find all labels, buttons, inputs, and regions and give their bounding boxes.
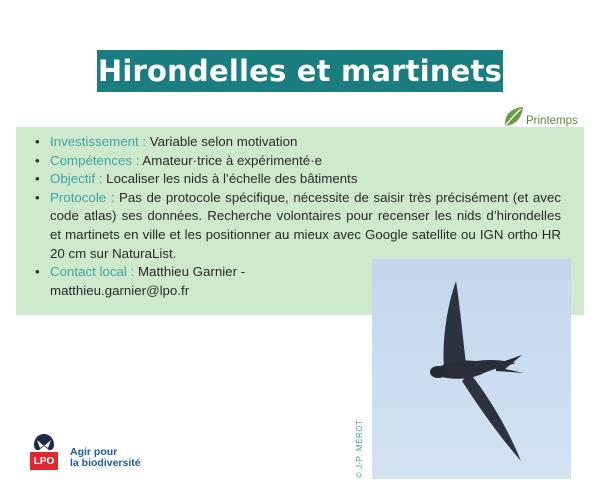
item-key: Objectif : [50, 171, 103, 187]
page-title: Hirondelles et martinets [97, 50, 503, 92]
item-key: Investissement : [50, 134, 147, 149]
list-item [33, 263, 270, 300]
lpo-logo [28, 432, 60, 472]
item-value: Matthieu Garnier - matthieu.garnier@lpo.fr [50, 264, 246, 298]
tagline [70, 447, 141, 469]
logo-text: LPO [33, 456, 55, 467]
list-item [33, 189, 565, 263]
swift-bird-image [372, 259, 571, 479]
item-value: Amateur·trice à expérimenté·e [142, 152, 322, 168]
item-key: Compétences : [50, 152, 140, 168]
item-key: Protocole : [50, 189, 115, 205]
leaf-icon [502, 105, 524, 129]
list-item [33, 170, 565, 189]
swift-photo [372, 259, 571, 479]
season-label: Printemps [526, 115, 578, 127]
item-value: Localiser les nids à l’échelle des bâtiments [106, 171, 358, 187]
item-value: Pas de protocole spécifique, nécessite de saisir très précisément (et avec code atlas) ses données. Recherche volontaires pour recenser les nids d’hirondelles et martinets en ville et les positionner au mieux avec Google satellite ou IGN ortho HR 20 cm sur NaturaList. [50, 189, 561, 261]
photo-credit: © J-P. MÉROT [355, 419, 364, 478]
tagline-line2: la biodiversité [70, 457, 141, 469]
list-item [33, 152, 565, 171]
tagline-line1: Agir pour [70, 446, 118, 458]
item-key: Contact local : [50, 264, 135, 280]
list-item [33, 133, 565, 152]
item-value: Variable selon motivation [149, 134, 298, 149]
